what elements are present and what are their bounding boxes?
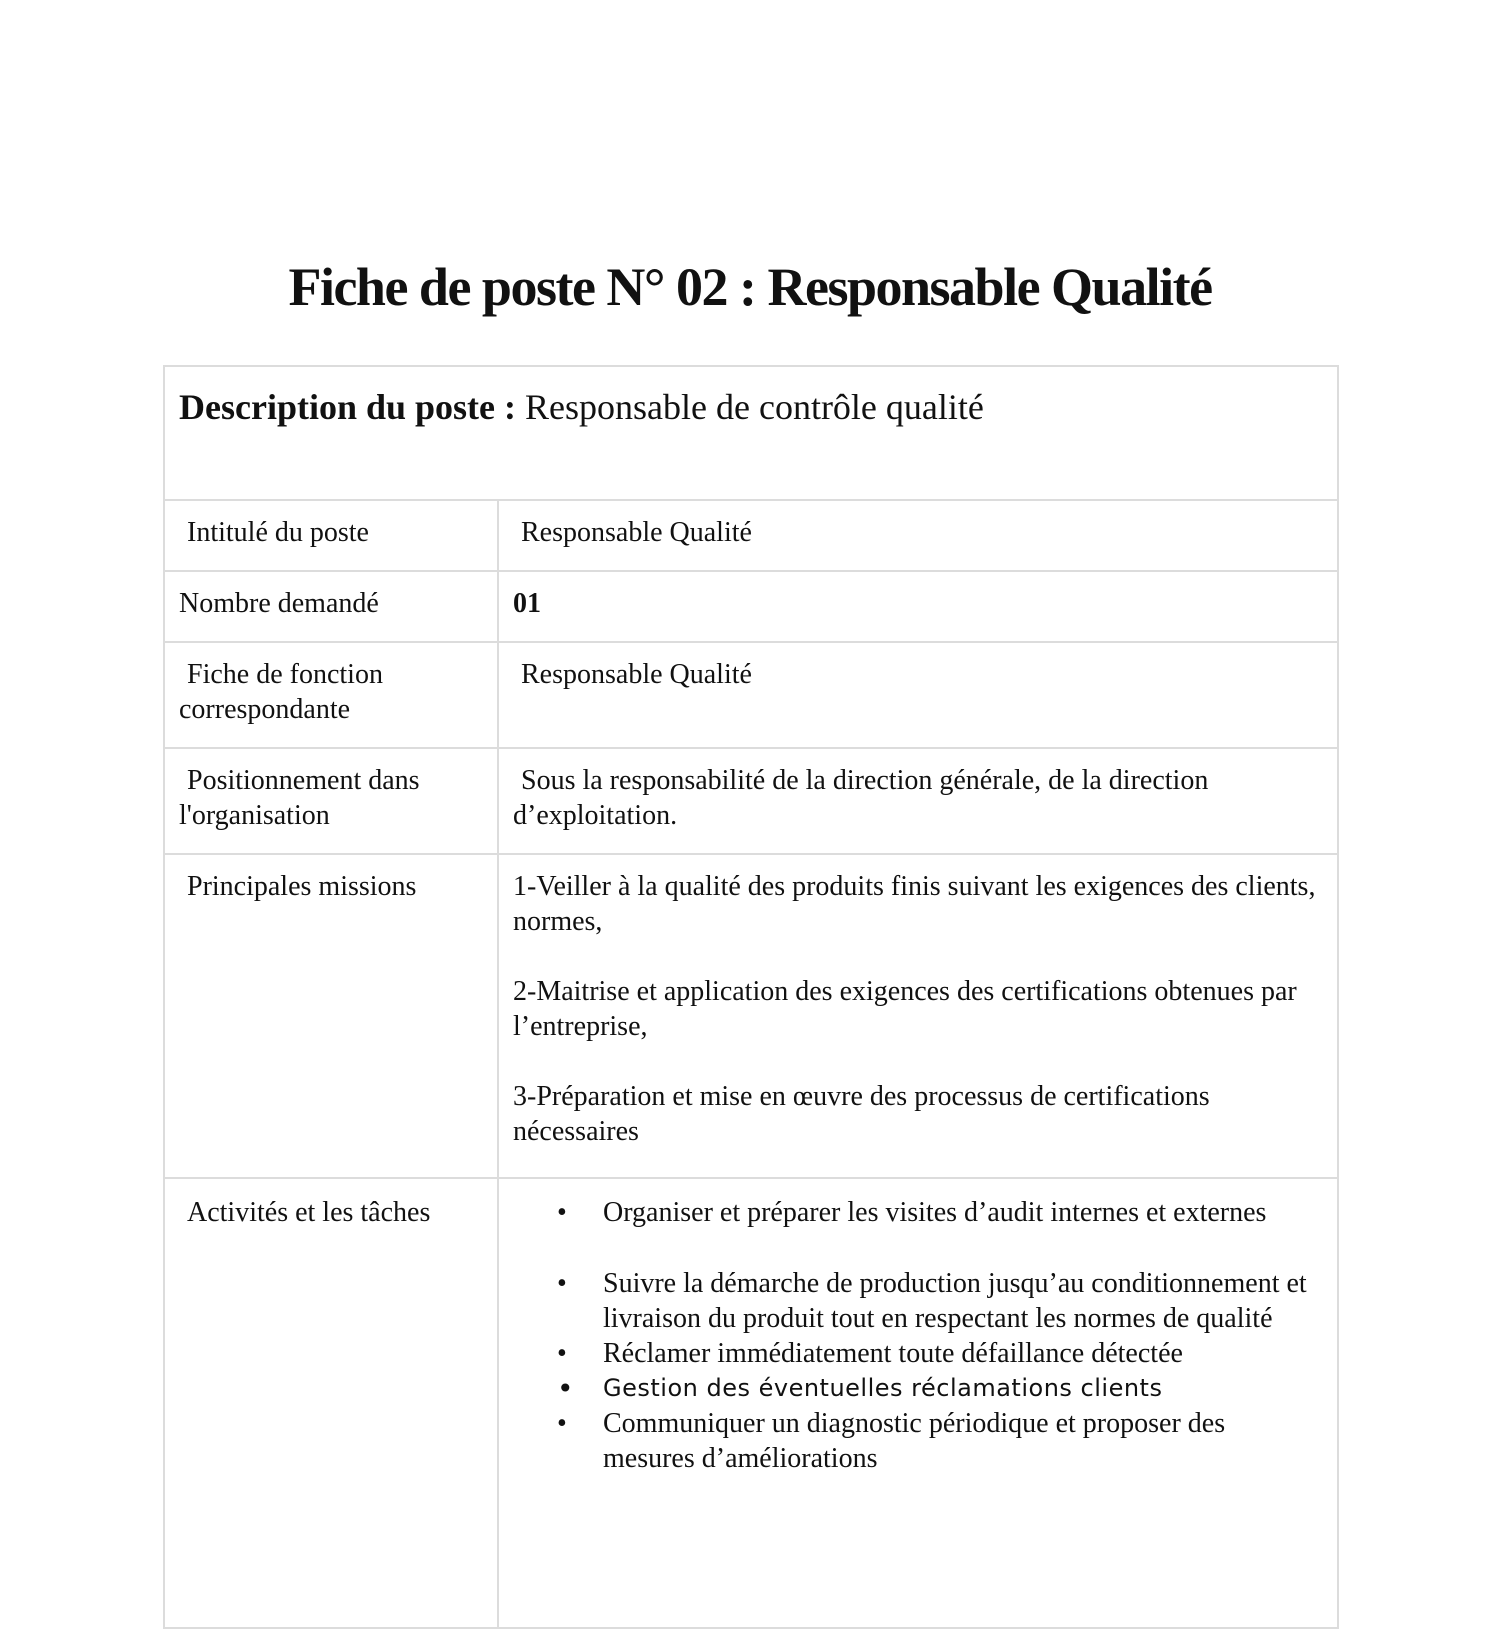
- table-row-intitule: [164, 500, 1338, 571]
- table-row-nombre: [164, 571, 1338, 642]
- description-cell: [164, 366, 1338, 500]
- list-item: • Communiquer un diagnostic périodique et proposer des mesures d’améliorations: [603, 1406, 1323, 1476]
- row-label-cell: [164, 748, 498, 854]
- page-title: Fiche de poste N° 02 : Responsable Qualité: [288, 257, 1212, 317]
- intitule-label: Intitulé du poste: [187, 517, 369, 548]
- table-row-missions: [164, 854, 1338, 1178]
- fiche-label: Fiche de fonction correspondante: [179, 659, 383, 725]
- intitule-value: Responsable Qualité: [521, 517, 752, 548]
- missions-label: Principales missions: [187, 871, 417, 902]
- task-list: [513, 1195, 1323, 1476]
- row-value-cell: [498, 1178, 1338, 1628]
- positionnement-value: Sous la responsabilité de la direction générale, de la direction d’exploitation.: [513, 765, 1209, 831]
- job-sheet-table: [163, 365, 1339, 1629]
- row-value-cell: [498, 748, 1338, 854]
- list-item: • Gestion des éventuelles réclamations clients: [603, 1371, 1323, 1406]
- description-row: [164, 366, 1338, 500]
- row-label-cell: [164, 642, 498, 748]
- row-label-cell: [164, 500, 498, 571]
- positionnement-label: Positionnement dans l'organisation: [179, 765, 420, 831]
- table-row-positionnement: [164, 748, 1338, 854]
- row-label-cell: [164, 854, 498, 1178]
- row-value-cell: [498, 854, 1338, 1178]
- list-item: • Réclamer immédiatement toute défaillance détectée: [603, 1336, 1323, 1371]
- row-value-cell: [498, 500, 1338, 571]
- fiche-value: Responsable Qualité: [521, 659, 752, 690]
- row-value-cell: [498, 571, 1338, 642]
- row-value-cell: [498, 642, 1338, 748]
- row-label-cell: [164, 1178, 498, 1628]
- nombre-label: Nombre demandé: [179, 588, 379, 619]
- mission-item: 1-Veiller à la qualité des produits finis suivant les exigences des clients, normes,: [513, 871, 1316, 937]
- list-item: • Suivre la démarche de production jusqu’au conditionnement et livraison du produit tout en respectant les normes de qualité: [603, 1266, 1323, 1336]
- row-label-cell: [164, 571, 498, 642]
- description-value: Responsable de contrôle qualité: [516, 387, 984, 427]
- table-row-fiche: [164, 642, 1338, 748]
- mission-item: 3-Préparation et mise en œuvre des processus de certifications nécessaires: [513, 1081, 1210, 1147]
- activites-label: Activités et les tâches: [187, 1197, 431, 1228]
- list-item: • Organiser et préparer les visites d’audit internes et externes: [603, 1195, 1323, 1230]
- mission-item: 2-Maitrise et application des exigences des certifications obtenues par l’entreprise,: [513, 976, 1297, 1042]
- table-row-activites: [164, 1178, 1338, 1628]
- nombre-value: 01: [513, 588, 541, 619]
- description-label: Description du poste :: [179, 387, 517, 427]
